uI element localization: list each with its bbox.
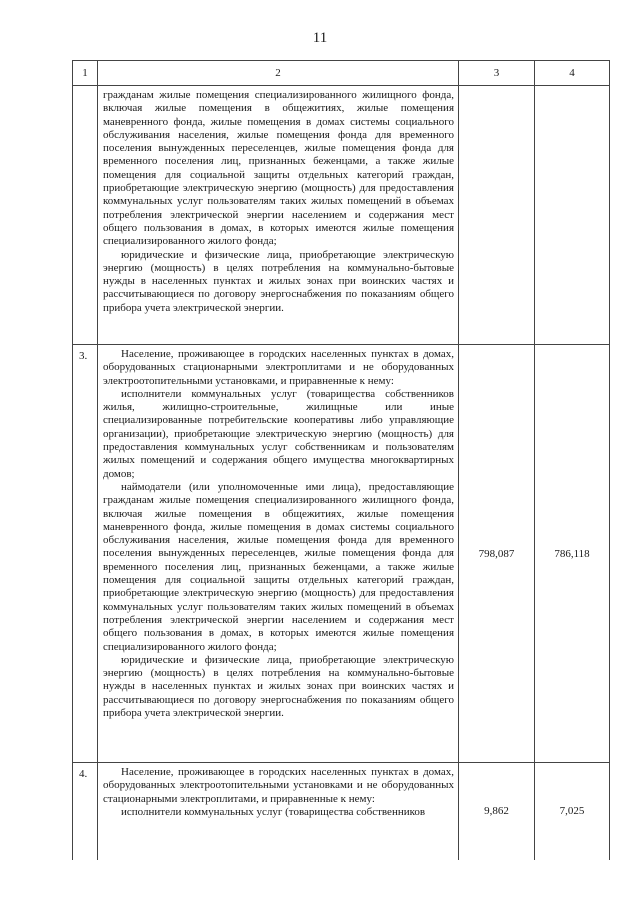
page-number: 11 <box>312 30 328 46</box>
column-header: 1 <box>73 61 98 86</box>
row-description <box>98 763 459 860</box>
paragraph: юридические и физические лица, приобретающие электрическую энергию (мощность) в целях потребления на коммунально-бытовые нужды в населенных пунктах и жилых зонах при воинских частях и рассчитывающиеся по договору энергоснабжения по показаниям общего прибора учета электрической энергии. <box>103 653 454 720</box>
value-col3: 798,087 <box>459 345 535 763</box>
table-row <box>73 86 610 345</box>
column-header: 4 <box>535 61 610 86</box>
column-header: 3 <box>459 61 535 86</box>
table-row <box>73 763 610 860</box>
value-col4: 7,025 <box>535 763 610 860</box>
paragraph: Население, проживающее в городских населенных пунктах в домах, оборудованных электроотопительными установками и не оборудованных стационарными электроплитами, и приравненные к нему: <box>103 766 454 805</box>
paragraph: наймодатели (или уполномоченные ими лица), предоставляющие гражданам жилые помещения специализированного жилищного фонда, включая жилые помещения в общежитиях, жилые помещения маневренного фонда, жилые помещения в домах системы социального обслуживания населения, жилые помещения фонда для временного поселения вынужденных переселенцев, жилые помещения фонда для временного поселения лиц, признанных беженцами, а также жилые помещения для социальной защиты отдельных категорий граждан, приобретающие электрическую энергию (мощность) для предоставления коммунальных услуг пользователям таких жилых помещений в объемах потребления электрической энергии населением и содержания мест общего пользования в домах, в которых имеются жилые помещения специализированного жилого фонда; <box>103 480 454 653</box>
paragraph: гражданам жилые помещения специализированного жилищного фонда, включая жилые помещения в общежитиях, жилые помещения маневренного фонда, жилые помещения в домах системы социального обслуживания населения, жилые помещения фонда для временного поселения вынужденных переселенцев, жилые помещения фонда для временного поселения лиц, признанных беженцами, а также жилые помещения для социальной защиты отдельных категорий граждан, приобретающие электрическую энергию (мощность) для предоставления коммунальных услуг пользователям таких жилых помещений в объемах потребления электрической энергии населением и содержания мест общего пользования в домах, в которых имеются жилые помещения специализированного жилого фонда; <box>103 89 454 248</box>
table-row <box>73 345 610 763</box>
row-description <box>98 86 459 345</box>
column-header: 2 <box>98 61 459 86</box>
paragraph: юридические и физические лица, приобретающие электрическую энергию (мощность) в целях потребления на коммунально-бытовые нужды в населенных пунктах и жилых зонах при воинских частях и рассчитывающиеся по договору энергоснабжения по показаниям общего прибора учета электрической энергии. <box>103 248 454 314</box>
value-col4 <box>535 86 610 345</box>
row-number: 4. <box>73 763 98 860</box>
value-col3 <box>459 86 535 345</box>
value-col4: 786,118 <box>535 345 610 763</box>
value-col3: 9,862 <box>459 763 535 860</box>
paragraph: исполнители коммунальных услуг (товарищества собственников жилья, жилищно-строительные, жилищные или иные специализированные потребительские кооперативы либо управляющие организации), приобретающие электрическую энергию (мощность) для предоставления коммунальных услуг собственникам и пользователям жилых помещений и содержания общего имущества многоквартирных домов; <box>103 387 454 480</box>
paragraph: исполнители коммунальных услуг (товарищества собственников <box>121 805 426 818</box>
row-number: 3. <box>73 345 98 763</box>
table-header-row <box>73 61 610 86</box>
tariff-table <box>72 60 610 860</box>
paragraph: Население, проживающее в городских населенных пунктах в домах, оборудованных стационарными электроплитами и не оборудованных электроотопительными установками, и приравненные к нему: <box>103 348 454 387</box>
row-number <box>73 86 98 345</box>
row-description <box>98 345 459 763</box>
